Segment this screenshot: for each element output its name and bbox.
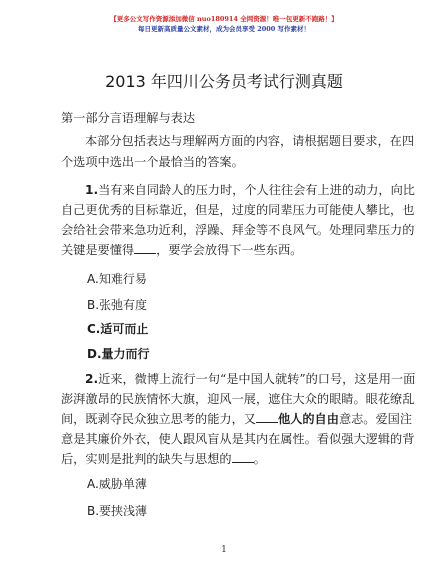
question-2-text-part1: 近来，微博上流行一句“是中国人就转”的口号，这是用一面澎湃激昂的民族情怀大旗，迎风一展，遮住大众的眼睛。眼花缭乱间，既剥夺民众独立思考的能力，又 — [61, 372, 416, 426]
intro-paragraph-block — [61, 131, 416, 173]
question-2-text-part2: 意志。爱国注意是其廉价外衣，使人跟风盲从是其内在属性。看似强大逻辑的背后，实则是批判的缺失与思想的 — [61, 412, 415, 466]
question-1-option-a: A.知难行易 — [87, 272, 147, 286]
question-1 — [61, 180, 416, 260]
promo-banner-line1: 【更多公文写作资源添加微信 nuo180914 全网资源！唯一包更新不跑路！】 — [110, 15, 338, 23]
question-1-stem — [61, 180, 416, 260]
document-title: 2013 年四川公务员考试行测真题 — [105, 72, 343, 91]
question-2-option-a: A.威胁单薄 — [87, 477, 147, 491]
question-2-stem — [61, 369, 416, 469]
promo-banner-line2: 每日更新高质量公文素材，成为会员享受 2000 写作素材！ — [137, 25, 311, 33]
question-2-blank-1 — [256, 410, 278, 423]
question-1-option-c: C.适可而止 — [87, 322, 149, 336]
question-2-option-b: B.要挟浅薄 — [87, 504, 148, 518]
question-1-option-b: B.张弛有度 — [87, 298, 148, 312]
page-number: 1 — [221, 545, 227, 555]
question-2-text-part3: 。 — [253, 452, 266, 466]
section-heading-block — [61, 108, 416, 129]
question-1-text-before: 当有来自同龄人的压力时，个人往往会有上进的动力，向比自己更优秀的目标靠近，但是，过度的同辈压力可能使人攀比，也会给社会带来急功近利，浮躁、拜金等不良风气。处理同辈压力的关键是要懂得 — [61, 183, 415, 257]
question-2-number: 2. — [85, 372, 99, 386]
question-1-number: 1. — [85, 183, 99, 197]
section-heading: 第一部分言语理解与表达 — [61, 111, 196, 125]
question-2-blank-2 — [232, 450, 254, 463]
question-1-blank — [134, 241, 156, 254]
question-1-option-d: D.量力而行 — [87, 347, 150, 361]
question-2 — [61, 369, 416, 469]
question-2-bold-text: 他人的自由 — [278, 412, 339, 426]
question-1-text-after: ，要学会放得下一些东西。 — [156, 243, 303, 257]
promo-banner — [0, 14, 448, 34]
intro-paragraph: 本部分包括表达与理解两方面的内容，请根据题目要求，在四个选项中选出一个最恰当的答案。 — [61, 134, 415, 169]
